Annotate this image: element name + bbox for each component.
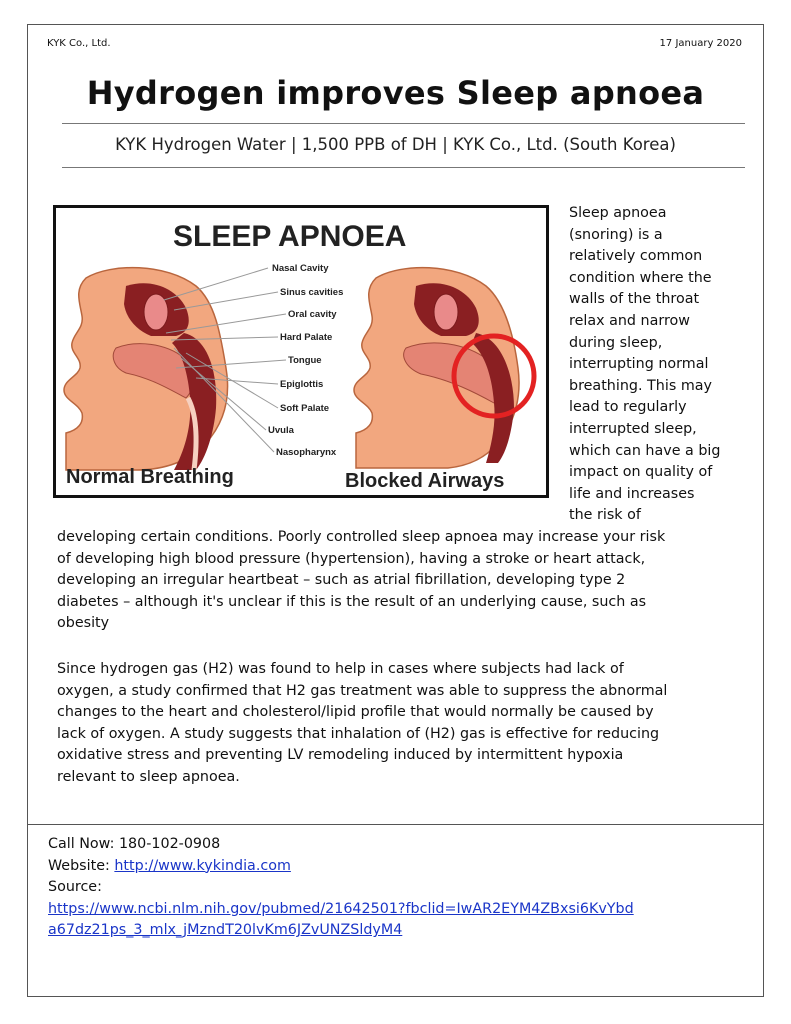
page-title: Hydrogen improves Sleep apnoea bbox=[86, 74, 705, 112]
paragraph-line: diabetes – although it's unclear if this is the result of an underlying cause, such as bbox=[57, 593, 647, 610]
paragraph-line: obesity bbox=[57, 615, 110, 632]
side-line: life and increases bbox=[569, 485, 695, 502]
side-line: Sleep apnoea bbox=[569, 205, 667, 221]
label-epiglottis: Epiglottis bbox=[280, 379, 324, 390]
side-line: walls of the throat bbox=[569, 291, 700, 308]
paragraph-line: of developing high blood pressure (hypertension), having a stroke or heart attack, bbox=[57, 550, 646, 567]
paragraph-line: changes to the heart and cholesterol/lipid profile that would normally be caused by bbox=[57, 704, 654, 721]
side-line: which can have a big bbox=[569, 442, 721, 459]
side-line: the risk of bbox=[569, 507, 641, 524]
side-line: condition where the bbox=[569, 269, 712, 286]
source-link-line-1[interactable]: https://www.ncbi.nlm.nih.gov/pubmed/21642501?fbclid=IwAR2EYM4ZBxsi6KvYbd bbox=[48, 900, 634, 917]
page-subtitle: KYK Hydrogen Water | 1,500 PPB of DH | KYK Co., Ltd. (South Korea) bbox=[115, 135, 676, 154]
label-nasal-cavity: Nasal Cavity bbox=[272, 263, 329, 274]
caption-normal-breathing: Normal Breathing bbox=[66, 466, 234, 488]
paragraph-line: lack of oxygen. A study suggests that inhalation of (H2) gas is effective for reducing bbox=[57, 725, 660, 742]
side-line: interrupting normal bbox=[569, 356, 709, 373]
label-tongue: Tongue bbox=[288, 355, 322, 366]
caption-blocked-airways: Blocked Airways bbox=[345, 470, 505, 492]
figure-heading: SLEEP APNOEA bbox=[173, 220, 407, 253]
paragraph-line: oxidative stress and preventing LV remodeling induced by intermittent hypoxia bbox=[57, 747, 624, 764]
title-divider bbox=[62, 123, 745, 124]
website-row bbox=[48, 856, 634, 878]
side-line: lead to regularly bbox=[569, 399, 687, 416]
side-line: relatively common bbox=[569, 248, 703, 265]
call-now-text: Call Now: 180-102-0908 bbox=[48, 836, 221, 852]
side-line: (snoring) is a bbox=[569, 226, 663, 243]
intro-side-text bbox=[569, 203, 744, 527]
label-nasopharynx: Nasopharynx bbox=[276, 447, 337, 458]
paragraph-line: oxygen, a study confirmed that H2 gas treatment was able to suppress the abnormal bbox=[57, 682, 668, 699]
website-link[interactable]: http://www.kykindia.com bbox=[114, 857, 291, 874]
side-line: relax and narrow bbox=[569, 312, 690, 329]
label-sinus-cavities: Sinus cavities bbox=[280, 287, 344, 298]
side-line: interrupted sleep, bbox=[569, 420, 697, 437]
side-line: impact on quality of bbox=[569, 464, 713, 481]
website-label: Website: bbox=[48, 857, 115, 874]
label-soft-palate: Soft Palate bbox=[280, 403, 330, 414]
normal-head-drawing bbox=[64, 268, 228, 470]
paragraph-line: developing certain conditions. Poorly controlled sleep apnoea may increase your risk bbox=[57, 529, 666, 545]
side-line: breathing. This may bbox=[569, 377, 712, 394]
blocked-head-drawing bbox=[354, 268, 534, 468]
header-company: KYK Co., Ltd. bbox=[47, 38, 111, 49]
source-label: Source: bbox=[48, 879, 102, 896]
label-uvula: Uvula bbox=[268, 425, 294, 436]
subtitle-divider bbox=[62, 167, 745, 168]
label-hard-palate: Hard Palate bbox=[280, 332, 333, 343]
label-oral-cavity: Oral cavity bbox=[288, 309, 337, 320]
paragraph-line: Since hydrogen gas (H2) was found to help in cases where subjects had lack of bbox=[57, 661, 624, 677]
source-link-line-2[interactable]: a67dz21ps_3_mlx_jMzndT20lvKm6JZvUNZSldyM4 bbox=[48, 922, 403, 939]
paragraph-risks bbox=[57, 527, 747, 635]
side-line: during sleep, bbox=[569, 334, 663, 351]
paragraph-line: developing an irregular heartbeat – such as atrial fibrillation, developing type 2 bbox=[57, 572, 626, 589]
sleep-apnoea-illustration bbox=[53, 205, 549, 498]
illustration-svg bbox=[56, 208, 546, 495]
header-date: 17 January 2020 bbox=[659, 38, 742, 49]
paragraph-line: relevant to sleep apnoea. bbox=[57, 768, 240, 785]
footer-contact bbox=[48, 834, 634, 942]
paragraph-hydrogen-study bbox=[57, 659, 747, 789]
footer-divider bbox=[27, 824, 764, 825]
